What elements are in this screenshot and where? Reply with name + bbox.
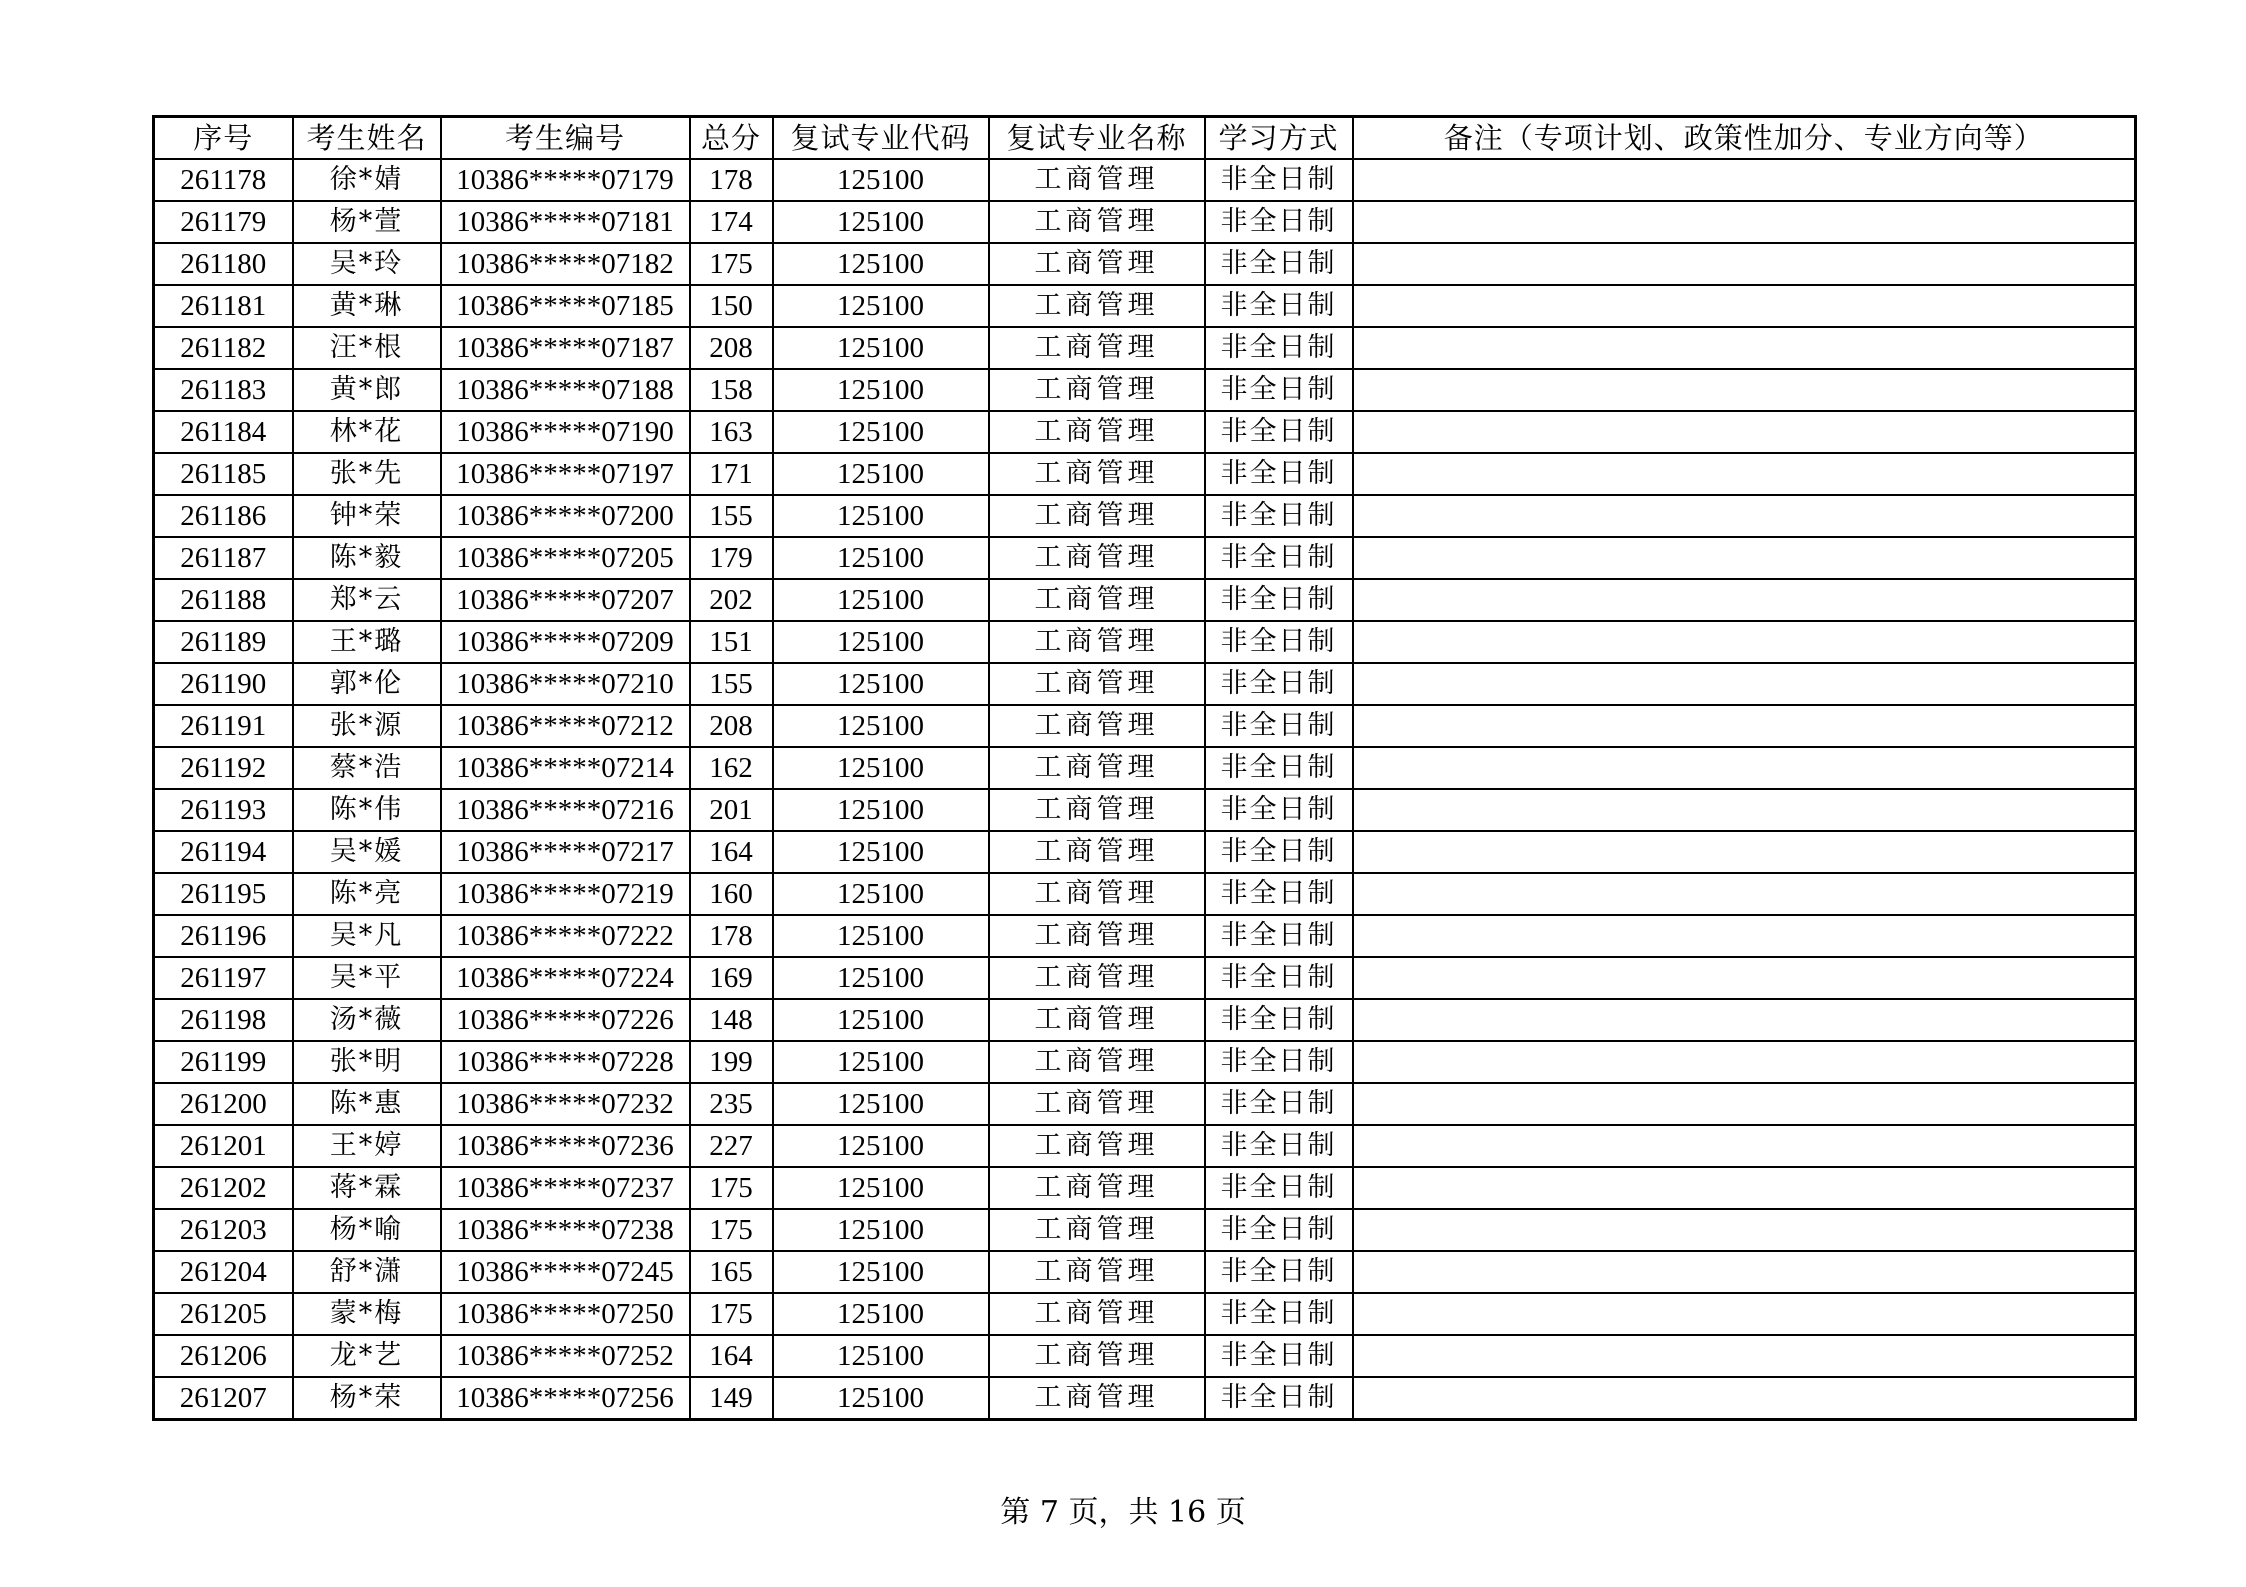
candidate-id-cell: 10386*****07217 (441, 831, 690, 873)
candidate-name-cell: 陈*毅 (293, 537, 441, 579)
table-row (154, 1167, 2136, 1209)
candidate-name-cell: 汪*根 (293, 327, 441, 369)
major-name-cell: 工商管理 (989, 537, 1205, 579)
major-name-cell: 工商管理 (989, 243, 1205, 285)
total-score-cell: 201 (690, 789, 773, 831)
table-row (154, 327, 2136, 369)
remarks-cell (1353, 327, 2136, 369)
candidate-name-cell: 张*先 (293, 453, 441, 495)
total-score-cell: 150 (690, 285, 773, 327)
serial-number-cell: 261178 (154, 159, 293, 201)
major-name-cell: 工商管理 (989, 705, 1205, 747)
total-score-cell: 171 (690, 453, 773, 495)
remarks-cell (1353, 1377, 2136, 1420)
major-code-cell: 125100 (773, 831, 989, 873)
candidate-id-cell: 10386*****07236 (441, 1125, 690, 1167)
remarks-cell (1353, 915, 2136, 957)
candidate-name-cell: 陈*伟 (293, 789, 441, 831)
major-code-cell: 125100 (773, 537, 989, 579)
major-name-cell: 工商管理 (989, 789, 1205, 831)
candidate-id-cell: 10386*****07212 (441, 705, 690, 747)
remarks-cell (1353, 999, 2136, 1041)
candidate-name-cell: 陈*惠 (293, 1083, 441, 1125)
table-header-row (154, 117, 2136, 160)
table-row (154, 831, 2136, 873)
table-row (154, 1293, 2136, 1335)
study-mode-cell: 非全日制 (1205, 495, 1353, 537)
table-row (154, 1377, 2136, 1420)
candidate-id-cell: 10386*****07187 (441, 327, 690, 369)
major-code-cell: 125100 (773, 453, 989, 495)
candidate-id-cell: 10386*****07207 (441, 579, 690, 621)
total-score-cell: 175 (690, 1167, 773, 1209)
serial-number-cell: 261185 (154, 453, 293, 495)
total-score-cell: 162 (690, 747, 773, 789)
candidate-name-cell: 汤*薇 (293, 999, 441, 1041)
remarks-cell (1353, 873, 2136, 915)
header-total-score: 总分 (690, 117, 773, 160)
candidate-table (152, 115, 2137, 1421)
total-score-cell: 155 (690, 663, 773, 705)
major-code-cell: 125100 (773, 747, 989, 789)
header-serial-number: 序号 (154, 117, 293, 160)
serial-number-cell: 261182 (154, 327, 293, 369)
candidate-name-cell: 徐*婧 (293, 159, 441, 201)
major-code-cell: 125100 (773, 789, 989, 831)
table-body (154, 159, 2136, 1420)
remarks-cell (1353, 369, 2136, 411)
study-mode-cell: 非全日制 (1205, 999, 1353, 1041)
study-mode-cell: 非全日制 (1205, 873, 1353, 915)
major-name-cell: 工商管理 (989, 411, 1205, 453)
total-score-cell: 174 (690, 201, 773, 243)
major-code-cell: 125100 (773, 1125, 989, 1167)
candidate-name-cell: 陈*亮 (293, 873, 441, 915)
major-code-cell: 125100 (773, 285, 989, 327)
candidate-name-cell: 黄*郎 (293, 369, 441, 411)
major-code-cell: 125100 (773, 1251, 989, 1293)
candidate-name-cell: 张*明 (293, 1041, 441, 1083)
major-name-cell: 工商管理 (989, 1251, 1205, 1293)
major-name-cell: 工商管理 (989, 1083, 1205, 1125)
study-mode-cell: 非全日制 (1205, 831, 1353, 873)
table-row (154, 621, 2136, 663)
study-mode-cell: 非全日制 (1205, 1083, 1353, 1125)
candidate-name-cell: 钟*荣 (293, 495, 441, 537)
major-code-cell: 125100 (773, 705, 989, 747)
candidate-id-cell: 10386*****07222 (441, 915, 690, 957)
total-score-cell: 175 (690, 1293, 773, 1335)
serial-number-cell: 261195 (154, 873, 293, 915)
candidate-id-cell: 10386*****07256 (441, 1377, 690, 1420)
major-code-cell: 125100 (773, 873, 989, 915)
major-name-cell: 工商管理 (989, 285, 1205, 327)
candidate-name-cell: 吴*玲 (293, 243, 441, 285)
serial-number-cell: 261186 (154, 495, 293, 537)
major-code-cell: 125100 (773, 1335, 989, 1377)
major-name-cell: 工商管理 (989, 873, 1205, 915)
major-name-cell: 工商管理 (989, 1167, 1205, 1209)
candidate-name-cell: 蒋*霖 (293, 1167, 441, 1209)
serial-number-cell: 261202 (154, 1167, 293, 1209)
serial-number-cell: 261206 (154, 1335, 293, 1377)
study-mode-cell: 非全日制 (1205, 411, 1353, 453)
total-score-cell: 165 (690, 1251, 773, 1293)
total-score-cell: 208 (690, 705, 773, 747)
serial-number-cell: 261192 (154, 747, 293, 789)
serial-number-cell: 261203 (154, 1209, 293, 1251)
serial-number-cell: 261183 (154, 369, 293, 411)
major-name-cell: 工商管理 (989, 201, 1205, 243)
serial-number-cell: 261180 (154, 243, 293, 285)
serial-number-cell: 261187 (154, 537, 293, 579)
study-mode-cell: 非全日制 (1205, 789, 1353, 831)
header-major-code: 复试专业代码 (773, 117, 989, 160)
remarks-cell (1353, 1041, 2136, 1083)
remarks-cell (1353, 705, 2136, 747)
remarks-cell (1353, 201, 2136, 243)
header-remarks: 备注（专项计划、政策性加分、专业方向等） (1353, 117, 2136, 160)
study-mode-cell: 非全日制 (1205, 453, 1353, 495)
table-row (154, 537, 2136, 579)
candidate-id-cell: 10386*****07185 (441, 285, 690, 327)
table-row (154, 789, 2136, 831)
table-row (154, 915, 2136, 957)
serial-number-cell: 261207 (154, 1377, 293, 1420)
serial-number-cell: 261181 (154, 285, 293, 327)
major-code-cell: 125100 (773, 495, 989, 537)
study-mode-cell: 非全日制 (1205, 1377, 1353, 1420)
candidate-id-cell: 10386*****07190 (441, 411, 690, 453)
major-code-cell: 125100 (773, 579, 989, 621)
serial-number-cell: 261205 (154, 1293, 293, 1335)
candidate-name-cell: 张*源 (293, 705, 441, 747)
serial-number-cell: 261184 (154, 411, 293, 453)
major-name-cell: 工商管理 (989, 831, 1205, 873)
table-row (154, 1335, 2136, 1377)
major-code-cell: 125100 (773, 1209, 989, 1251)
major-code-cell: 125100 (773, 915, 989, 957)
remarks-cell (1353, 579, 2136, 621)
remarks-cell (1353, 537, 2136, 579)
major-code-cell: 125100 (773, 621, 989, 663)
candidate-id-cell: 10386*****07216 (441, 789, 690, 831)
candidate-id-cell: 10386*****07197 (441, 453, 690, 495)
remarks-cell (1353, 1293, 2136, 1335)
serial-number-cell: 261198 (154, 999, 293, 1041)
remarks-cell (1353, 1209, 2136, 1251)
total-score-cell: 155 (690, 495, 773, 537)
candidate-id-cell: 10386*****07237 (441, 1167, 690, 1209)
major-code-cell: 125100 (773, 957, 989, 999)
candidate-id-cell: 10386*****07188 (441, 369, 690, 411)
total-score-cell: 151 (690, 621, 773, 663)
remarks-cell (1353, 831, 2136, 873)
serial-number-cell: 261179 (154, 201, 293, 243)
table-row (154, 747, 2136, 789)
total-score-cell: 178 (690, 915, 773, 957)
table-row (154, 999, 2136, 1041)
serial-number-cell: 261201 (154, 1125, 293, 1167)
study-mode-cell: 非全日制 (1205, 1251, 1353, 1293)
table-row (154, 957, 2136, 999)
candidate-id-cell: 10386*****07205 (441, 537, 690, 579)
header-candidate-name: 考生姓名 (293, 117, 441, 160)
candidate-name-cell: 龙*艺 (293, 1335, 441, 1377)
serial-number-cell: 261191 (154, 705, 293, 747)
table-row (154, 411, 2136, 453)
remarks-cell (1353, 411, 2136, 453)
study-mode-cell: 非全日制 (1205, 1293, 1353, 1335)
study-mode-cell: 非全日制 (1205, 747, 1353, 789)
table-row (154, 1209, 2136, 1251)
study-mode-cell: 非全日制 (1205, 243, 1353, 285)
major-code-cell: 125100 (773, 243, 989, 285)
major-name-cell: 工商管理 (989, 1125, 1205, 1167)
table-row (154, 285, 2136, 327)
remarks-cell (1353, 747, 2136, 789)
serial-number-cell: 261188 (154, 579, 293, 621)
total-score-cell: 178 (690, 159, 773, 201)
candidate-id-cell: 10386*****07245 (441, 1251, 690, 1293)
major-code-cell: 125100 (773, 663, 989, 705)
study-mode-cell: 非全日制 (1205, 1125, 1353, 1167)
table-row (154, 201, 2136, 243)
study-mode-cell: 非全日制 (1205, 915, 1353, 957)
table-row (154, 453, 2136, 495)
candidate-id-cell: 10386*****07200 (441, 495, 690, 537)
candidate-name-cell: 郑*云 (293, 579, 441, 621)
remarks-cell (1353, 663, 2136, 705)
major-code-cell: 125100 (773, 1293, 989, 1335)
candidate-name-cell: 蔡*浩 (293, 747, 441, 789)
remarks-cell (1353, 621, 2136, 663)
study-mode-cell: 非全日制 (1205, 621, 1353, 663)
remarks-cell (1353, 1335, 2136, 1377)
major-name-cell: 工商管理 (989, 747, 1205, 789)
table-row (154, 1251, 2136, 1293)
candidate-id-cell: 10386*****07250 (441, 1293, 690, 1335)
candidate-name-cell: 王*璐 (293, 621, 441, 663)
remarks-cell (1353, 1125, 2136, 1167)
major-name-cell: 工商管理 (989, 159, 1205, 201)
study-mode-cell: 非全日制 (1205, 327, 1353, 369)
major-name-cell: 工商管理 (989, 957, 1205, 999)
table-row (154, 663, 2136, 705)
study-mode-cell: 非全日制 (1205, 537, 1353, 579)
total-score-cell: 149 (690, 1377, 773, 1420)
serial-number-cell: 261200 (154, 1083, 293, 1125)
major-code-cell: 125100 (773, 1083, 989, 1125)
candidate-id-cell: 10386*****07238 (441, 1209, 690, 1251)
total-score-cell: 227 (690, 1125, 773, 1167)
table-row (154, 243, 2136, 285)
total-score-cell: 169 (690, 957, 773, 999)
candidate-id-cell: 10386*****07214 (441, 747, 690, 789)
study-mode-cell: 非全日制 (1205, 1041, 1353, 1083)
total-score-cell: 199 (690, 1041, 773, 1083)
major-name-cell: 工商管理 (989, 453, 1205, 495)
candidate-name-cell: 蒙*梅 (293, 1293, 441, 1335)
study-mode-cell: 非全日制 (1205, 1209, 1353, 1251)
header-candidate-id: 考生编号 (441, 117, 690, 160)
major-name-cell: 工商管理 (989, 1041, 1205, 1083)
major-code-cell: 125100 (773, 159, 989, 201)
serial-number-cell: 261197 (154, 957, 293, 999)
candidate-name-cell: 杨*喻 (293, 1209, 441, 1251)
total-score-cell: 164 (690, 831, 773, 873)
study-mode-cell: 非全日制 (1205, 285, 1353, 327)
candidate-id-cell: 10386*****07179 (441, 159, 690, 201)
major-name-cell: 工商管理 (989, 1209, 1205, 1251)
table-row (154, 1125, 2136, 1167)
total-score-cell: 208 (690, 327, 773, 369)
candidate-name-cell: 吴*凡 (293, 915, 441, 957)
candidate-name-cell: 舒*潇 (293, 1251, 441, 1293)
candidate-id-cell: 10386*****07224 (441, 957, 690, 999)
study-mode-cell: 非全日制 (1205, 201, 1353, 243)
serial-number-cell: 261190 (154, 663, 293, 705)
total-score-cell: 202 (690, 579, 773, 621)
remarks-cell (1353, 285, 2136, 327)
header-major-name: 复试专业名称 (989, 117, 1205, 160)
remarks-cell (1353, 957, 2136, 999)
candidate-id-cell: 10386*****07182 (441, 243, 690, 285)
major-name-cell: 工商管理 (989, 327, 1205, 369)
study-mode-cell: 非全日制 (1205, 369, 1353, 411)
total-score-cell: 160 (690, 873, 773, 915)
candidate-id-cell: 10386*****07219 (441, 873, 690, 915)
candidate-id-cell: 10386*****07181 (441, 201, 690, 243)
major-name-cell: 工商管理 (989, 1293, 1205, 1335)
candidate-id-cell: 10386*****07209 (441, 621, 690, 663)
major-name-cell: 工商管理 (989, 1335, 1205, 1377)
study-mode-cell: 非全日制 (1205, 1335, 1353, 1377)
table-row (154, 495, 2136, 537)
total-score-cell: 175 (690, 1209, 773, 1251)
major-code-cell: 125100 (773, 327, 989, 369)
total-score-cell: 158 (690, 369, 773, 411)
remarks-cell (1353, 1167, 2136, 1209)
serial-number-cell: 261196 (154, 915, 293, 957)
candidate-name-cell: 黄*琳 (293, 285, 441, 327)
major-name-cell: 工商管理 (989, 369, 1205, 411)
table-row (154, 159, 2136, 201)
major-code-cell: 125100 (773, 999, 989, 1041)
candidate-id-cell: 10386*****07226 (441, 999, 690, 1041)
candidate-id-cell: 10386*****07232 (441, 1083, 690, 1125)
header-study-mode: 学习方式 (1205, 117, 1353, 160)
total-score-cell: 235 (690, 1083, 773, 1125)
total-score-cell: 163 (690, 411, 773, 453)
study-mode-cell: 非全日制 (1205, 159, 1353, 201)
major-code-cell: 125100 (773, 1377, 989, 1420)
table-row (154, 873, 2136, 915)
major-code-cell: 125100 (773, 1041, 989, 1083)
candidate-name-cell: 王*婷 (293, 1125, 441, 1167)
candidate-name-cell: 吴*媛 (293, 831, 441, 873)
major-code-cell: 125100 (773, 201, 989, 243)
major-code-cell: 125100 (773, 369, 989, 411)
major-name-cell: 工商管理 (989, 663, 1205, 705)
study-mode-cell: 非全日制 (1205, 1167, 1353, 1209)
remarks-cell (1353, 243, 2136, 285)
major-name-cell: 工商管理 (989, 999, 1205, 1041)
candidate-name-cell: 郭*伦 (293, 663, 441, 705)
candidate-name-cell: 林*花 (293, 411, 441, 453)
major-name-cell: 工商管理 (989, 495, 1205, 537)
total-score-cell: 175 (690, 243, 773, 285)
study-mode-cell: 非全日制 (1205, 663, 1353, 705)
remarks-cell (1353, 789, 2136, 831)
study-mode-cell: 非全日制 (1205, 705, 1353, 747)
total-score-cell: 148 (690, 999, 773, 1041)
study-mode-cell: 非全日制 (1205, 579, 1353, 621)
candidate-id-cell: 10386*****07228 (441, 1041, 690, 1083)
table-row (154, 579, 2136, 621)
serial-number-cell: 261189 (154, 621, 293, 663)
remarks-cell (1353, 495, 2136, 537)
candidate-name-cell: 杨*荣 (293, 1377, 441, 1420)
candidate-name-cell: 吴*平 (293, 957, 441, 999)
study-mode-cell: 非全日制 (1205, 957, 1353, 999)
major-name-cell: 工商管理 (989, 1377, 1205, 1420)
major-code-cell: 125100 (773, 411, 989, 453)
serial-number-cell: 261193 (154, 789, 293, 831)
major-name-cell: 工商管理 (989, 915, 1205, 957)
remarks-cell (1353, 1083, 2136, 1125)
candidate-id-cell: 10386*****07210 (441, 663, 690, 705)
remarks-cell (1353, 453, 2136, 495)
serial-number-cell: 261194 (154, 831, 293, 873)
serial-number-cell: 261199 (154, 1041, 293, 1083)
candidate-name-cell: 杨*萱 (293, 201, 441, 243)
table-row (154, 1041, 2136, 1083)
major-name-cell: 工商管理 (989, 621, 1205, 663)
serial-number-cell: 261204 (154, 1251, 293, 1293)
page-number: 第 7 页，共 16 页 (1000, 1495, 1246, 1530)
major-name-cell: 工商管理 (989, 579, 1205, 621)
candidate-id-cell: 10386*****07252 (441, 1335, 690, 1377)
table-row (154, 369, 2136, 411)
remarks-cell (1353, 1251, 2136, 1293)
remarks-cell (1353, 159, 2136, 201)
major-code-cell: 125100 (773, 1167, 989, 1209)
total-score-cell: 179 (690, 537, 773, 579)
table-row (154, 705, 2136, 747)
total-score-cell: 164 (690, 1335, 773, 1377)
table-row (154, 1083, 2136, 1125)
